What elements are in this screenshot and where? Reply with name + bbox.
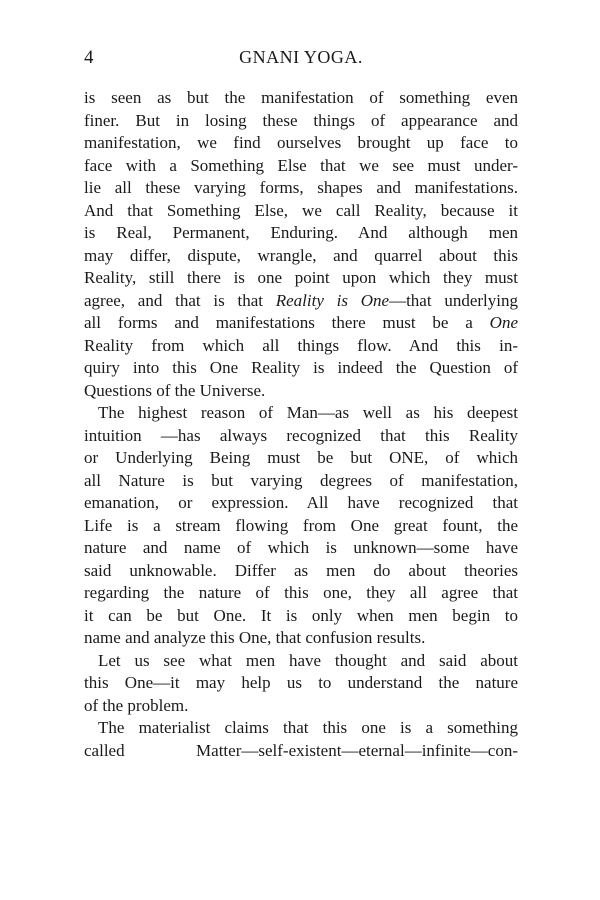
text-segment: —that underlying bbox=[389, 290, 518, 310]
text-segment: regarding the nature of this one, they all agree that bbox=[84, 583, 518, 602]
text-line bbox=[84, 335, 518, 358]
text-line bbox=[84, 582, 518, 605]
text-segment: name and analyze this One, that confusion results. bbox=[84, 628, 426, 647]
text-line bbox=[84, 605, 518, 628]
text-segment: nature and name of which is unknown—some have bbox=[84, 538, 518, 557]
text-line bbox=[84, 425, 518, 448]
text-segment: it can be but One. It is only when men begin to bbox=[84, 605, 518, 625]
text-line bbox=[84, 672, 518, 695]
text-segment: manifestation, we find ourselves brought up face to bbox=[84, 133, 518, 152]
text-line bbox=[84, 155, 518, 178]
text-segment: of the problem. bbox=[84, 695, 189, 715]
text-segment: this One—it may help us to understand the nature bbox=[84, 673, 518, 692]
text-line bbox=[84, 740, 518, 763]
page-number: 4 bbox=[84, 47, 94, 68]
text-segment: all forms and manifestations there must be a bbox=[84, 313, 490, 332]
text-line bbox=[84, 267, 518, 290]
text-segment: agree, and that is that bbox=[84, 290, 276, 310]
text-line bbox=[84, 222, 518, 245]
running-title: GNANI YOGA. bbox=[239, 47, 363, 67]
text-line bbox=[84, 515, 518, 538]
text-segment: is Real, Permanent, Enduring. And although men bbox=[84, 223, 518, 242]
text-line bbox=[84, 695, 518, 718]
text-segment: may differ, dispute, wrangle, and quarrel about this bbox=[84, 245, 518, 265]
text-segment: The highest reason of Man—as well as his deepest bbox=[98, 403, 518, 422]
italic-text: Reality is One bbox=[275, 290, 390, 310]
text-segment: quiry into this One Reality is indeed the Question of bbox=[84, 358, 518, 377]
text-line bbox=[84, 470, 518, 493]
text-line bbox=[84, 717, 518, 740]
text-line bbox=[84, 110, 518, 133]
text-line bbox=[84, 245, 518, 268]
text-segment: called Matter—self-existent—eternal—infinite—con- bbox=[84, 740, 518, 760]
body-text bbox=[84, 87, 518, 762]
text-segment: is seen as but the manifestation of something even bbox=[84, 88, 518, 107]
text-segment: or Underlying Being must be but ONE, of which bbox=[84, 448, 518, 467]
text-segment: Questions of the Universe. bbox=[84, 380, 266, 400]
text-line bbox=[84, 560, 518, 583]
text-segment: Reality from which all things flow. And this in- bbox=[84, 335, 518, 355]
text-segment: said unknowable. Differ as men do about theories bbox=[84, 560, 518, 580]
text-segment: all Nature is but varying degrees of manifestation, bbox=[84, 470, 518, 490]
text-segment: lie all these varying forms, shapes and manifestations. bbox=[84, 178, 518, 197]
text-line bbox=[84, 447, 518, 470]
text-line bbox=[84, 402, 518, 425]
text-segment: finer. But in losing these things of appearance and bbox=[84, 110, 518, 130]
text-line bbox=[84, 357, 518, 380]
text-line bbox=[84, 132, 518, 155]
text-line bbox=[84, 312, 518, 335]
text-line bbox=[84, 87, 518, 110]
text-line bbox=[84, 177, 518, 200]
text-line bbox=[84, 650, 518, 673]
text-segment: Reality, still there is one point upon which they must bbox=[84, 268, 518, 287]
text-line bbox=[84, 537, 518, 560]
text-line bbox=[84, 380, 518, 403]
text-segment: emanation, or expression. All have recognized that bbox=[84, 493, 518, 512]
text-line bbox=[84, 290, 518, 313]
text-segment: Life is a stream flowing from One great fount, the bbox=[84, 515, 518, 535]
text-line bbox=[84, 627, 518, 650]
text-line bbox=[84, 200, 518, 223]
italic-text: One bbox=[489, 313, 518, 332]
text-segment: And that Something Else, we call Reality, because it bbox=[84, 200, 518, 220]
running-header bbox=[84, 47, 518, 71]
text-line bbox=[84, 492, 518, 515]
text-segment: The materialist claims that this one is a something bbox=[98, 718, 518, 737]
text-segment: Let us see what men have thought and said about bbox=[98, 650, 518, 670]
text-segment: face with a Something Else that we see must under- bbox=[84, 155, 518, 175]
text-segment: intuition —has always recognized that this Reality bbox=[84, 425, 518, 445]
